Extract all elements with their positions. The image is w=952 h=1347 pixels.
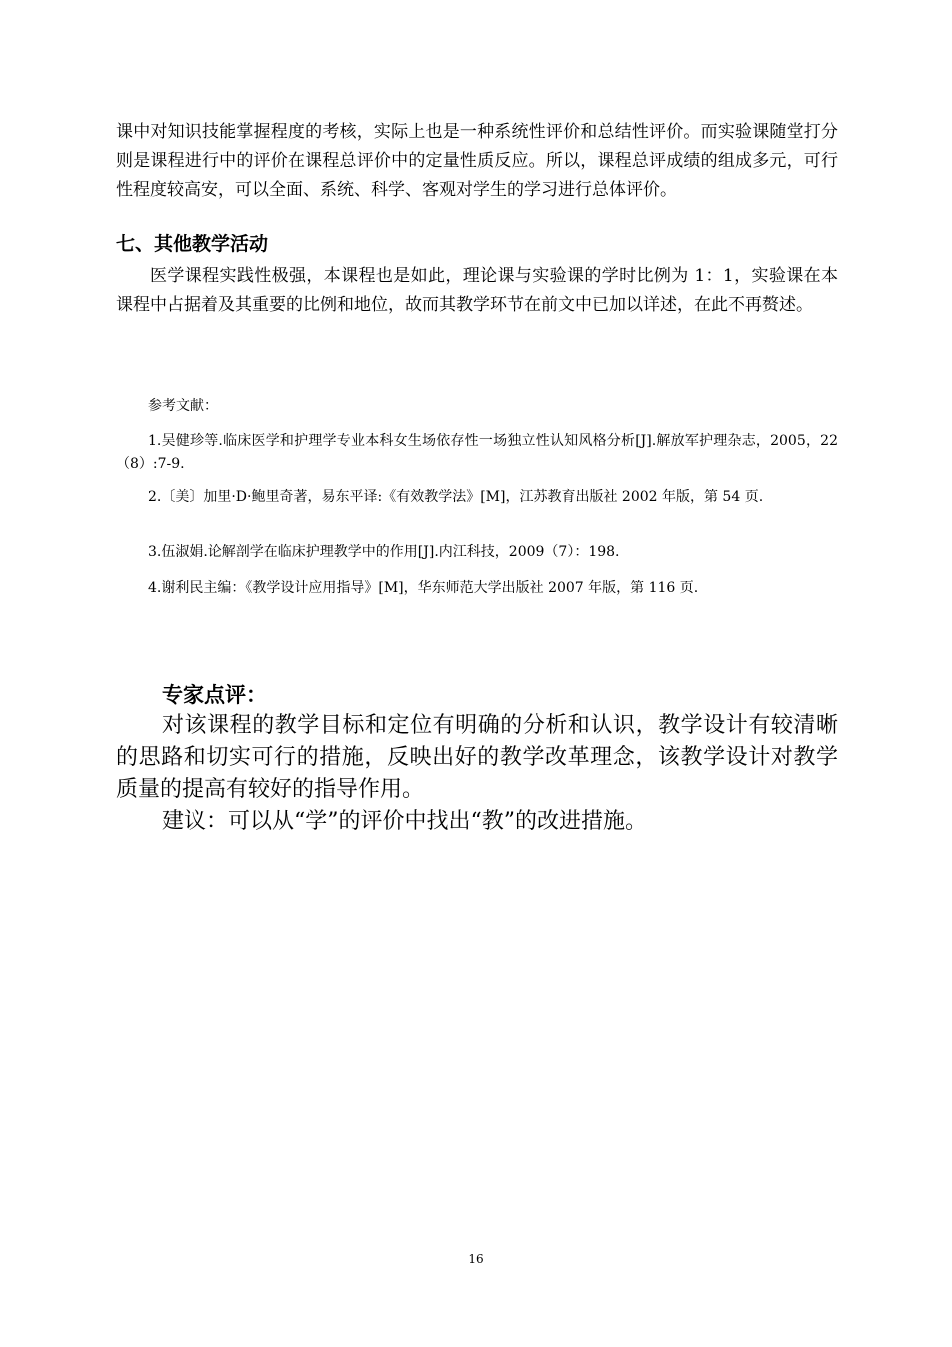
references-heading: 参考文献：: [148, 398, 218, 414]
page-number: 16: [468, 1252, 484, 1266]
reference-item-3: 3.伍淑娟.论解剖学在临床护理教学中的作用[J].内江科技，2009（7）：198.: [148, 544, 620, 560]
reference-item-2: 2.〔美〕加里·D·鲍里奇著，易东平译:《有效教学法》[M]，江苏教育出版社 2002 年版，第 54 页.: [148, 489, 764, 505]
section-heading-other-activities: 七、其他教学活动: [116, 233, 269, 255]
expert-suggestion: 建议：可以从“学”的评价中找出“教”的改进措施。: [162, 809, 647, 834]
expert-comment-paragraph: 对该课程的教学目标和定位有明确的分析和认识，教学设计有较清晰的思路和切实可行的措施，反映出好的教学改革理念，该教学设计对教学质量的提高有较好的指导作用。: [116, 713, 838, 802]
reference-item-4: 4.谢利民主编：《教学设计应用指导》[M]，华东师范大学出版社 2007 年版，第 116 页.: [148, 580, 699, 596]
paragraph-continuation: 课中对知识技能掌握程度的考核，实际上也是一种系统性评价和总结性评价。而实验课随堂打分则是课程进行中的评价在课程总评价中的定量性质反应。所以，课程总评成绩的组成多元，可行性程度较高安，可以全面、系统、科学、客观对学生的学习进行总体评价。: [116, 122, 838, 200]
section-paragraph: 医学课程实践性极强，本课程也是如此，理论课与实验课的学时比例为 1：1，实验课在本课程中占据着及其重要的比例和地位，故而其教学环节在前文中已加以详述，在此不再赘述。: [116, 266, 838, 315]
expert-comment-heading: 专家点评：: [162, 683, 267, 707]
reference-item-1: 1.吴健珍等.临床医学和护理学专业本科女生场依存性一场独立性认知风格分析[J].解放军护理杂志，2005，22（8）:7-9.: [116, 433, 838, 472]
